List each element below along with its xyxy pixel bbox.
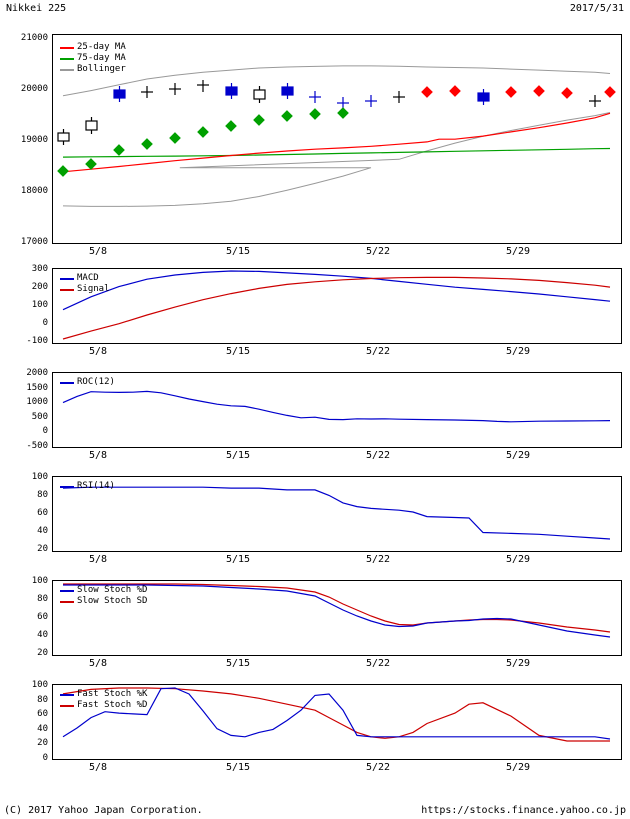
rsi-ytick-80: 80 xyxy=(37,490,48,500)
marker-diamond xyxy=(422,87,432,97)
bollinger-upper-line xyxy=(63,66,610,96)
slow-ytick-80: 80 xyxy=(37,594,48,604)
marker-diamond-green xyxy=(198,127,208,137)
macd-panel xyxy=(0,262,630,360)
page-date: 2017/5/31 xyxy=(569,3,624,14)
macd-ytick-200: 200 xyxy=(31,282,48,292)
rsi-plot xyxy=(52,476,622,552)
marker-diamond-green xyxy=(114,145,124,155)
marker-diamond-green xyxy=(338,108,348,118)
bollinger-lower-line xyxy=(63,113,610,207)
marker-diamond-green xyxy=(170,133,180,143)
price-xtick-1: 5/15 xyxy=(225,246,251,257)
legend-swatch-signal xyxy=(60,289,74,291)
marker-blue-square xyxy=(478,93,489,101)
rsi-xtick-1: 5/15 xyxy=(225,554,251,565)
macd-ytick-300: 300 xyxy=(31,264,48,274)
rsi-xtick-3: 5/29 xyxy=(505,554,531,565)
legend-swatch-ma25 xyxy=(60,47,74,49)
roc-ytick-0: 0 xyxy=(42,426,48,436)
legend-swatch-macd xyxy=(60,278,74,280)
marker-diamond-green xyxy=(142,139,152,149)
price-panel xyxy=(0,16,630,256)
roc-ytick-2000: 2000 xyxy=(26,368,48,378)
marker-candle-open xyxy=(254,90,265,99)
price-xtick-2: 5/22 xyxy=(365,246,391,257)
fast-xtick-2: 5/22 xyxy=(365,762,391,773)
fast-ytick-0: 0 xyxy=(42,753,48,763)
roc-line xyxy=(63,391,610,421)
fast-ytick-80: 80 xyxy=(37,695,48,705)
slow-ytick-40: 40 xyxy=(37,630,48,640)
legend-swatch-ma75 xyxy=(60,58,74,60)
marker-diamond-green xyxy=(58,166,68,176)
roc-plot xyxy=(52,372,622,448)
legend-swatch-roc xyxy=(60,382,74,384)
price-xtick-3: 5/29 xyxy=(505,246,531,257)
macd-ytick-100: 100 xyxy=(31,300,48,310)
rsi-ytick-40: 40 xyxy=(37,526,48,536)
marker-blue-square xyxy=(226,87,237,95)
roc-ytick-500: 500 xyxy=(31,412,48,422)
fast-ytick-60: 60 xyxy=(37,709,48,719)
roc-ytick--500: -500 xyxy=(26,441,48,451)
legend-item-macd: MACD xyxy=(60,273,110,284)
slow-stoch-legend xyxy=(60,585,147,607)
slow-xtick-1: 5/15 xyxy=(225,658,251,669)
marker-candle-open xyxy=(58,133,69,141)
marker-diamond xyxy=(605,87,615,97)
fast-ytick-40: 40 xyxy=(37,724,48,734)
fast-xtick-3: 5/29 xyxy=(505,762,531,773)
marker-diamond xyxy=(506,87,516,97)
slow-xtick-2: 5/22 xyxy=(365,658,391,669)
rsi-panel xyxy=(0,470,630,568)
marker-diamond xyxy=(534,86,544,96)
slow-stoch-panel xyxy=(0,574,630,672)
signal-line xyxy=(63,277,610,339)
legend-item-fast-pd: Fast Stoch %D xyxy=(60,700,147,711)
marker-blue-square xyxy=(114,90,125,98)
roc-xtick-3: 5/29 xyxy=(505,450,531,461)
marker-diamond-green xyxy=(86,159,96,169)
rsi-ytick-60: 60 xyxy=(37,508,48,518)
ma75-line xyxy=(63,149,610,158)
rsi-xtick-0: 5/8 xyxy=(88,554,108,565)
rsi-line xyxy=(63,487,610,539)
fast-ytick-100: 100 xyxy=(31,680,48,690)
price-xtick-0: 5/8 xyxy=(88,246,108,257)
price-ytick-20000: 20000 xyxy=(20,84,48,94)
macd-ytick-0: 0 xyxy=(42,318,48,328)
roc-ytick-1000: 1000 xyxy=(26,397,48,407)
fast-xtick-1: 5/15 xyxy=(225,762,251,773)
marker-diamond xyxy=(562,88,572,98)
fast-stoch-panel xyxy=(0,678,630,790)
macd-ytick--100: -100 xyxy=(26,336,48,346)
marker-candle-open xyxy=(86,121,97,130)
legend-item-slow-sd: Slow Stoch SD xyxy=(60,596,147,607)
fast-stoch-legend xyxy=(60,689,147,711)
rsi-legend xyxy=(60,481,115,492)
rsi-ytick-100: 100 xyxy=(31,472,48,482)
legend-swatch-fast-pk xyxy=(60,694,74,696)
roc-legend xyxy=(60,377,115,388)
copyright-text: (C) 2017 Yahoo Japan Corporation. xyxy=(4,805,203,816)
price-legend xyxy=(60,42,126,75)
legend-item-fast-pk: Fast Stoch %K xyxy=(60,689,147,700)
roc-ytick-1500: 1500 xyxy=(26,383,48,393)
macd-xtick-0: 5/8 xyxy=(88,346,108,357)
slow-ytick-100: 100 xyxy=(31,576,48,586)
roc-xtick-0: 5/8 xyxy=(88,450,108,461)
macd-plot xyxy=(52,268,622,344)
legend-item-ma25: 25-day MA xyxy=(60,42,126,53)
macd-xtick-1: 5/15 xyxy=(225,346,251,357)
fast-ytick-20: 20 xyxy=(37,738,48,748)
macd-line xyxy=(63,271,610,310)
macd-xtick-3: 5/29 xyxy=(505,346,531,357)
legend-item-rsi: RSI(14) xyxy=(60,481,115,492)
legend-swatch-slow-pd xyxy=(60,590,74,592)
marker-diamond-green xyxy=(226,121,236,131)
legend-item-signal: Signal xyxy=(60,284,110,295)
rsi-xtick-2: 5/22 xyxy=(365,554,391,565)
price-ytick-19000: 19000 xyxy=(20,135,48,145)
legend-item-roc: ROC(12) xyxy=(60,377,115,388)
marker-diamond xyxy=(450,86,460,96)
legend-item-ma75: 75-day MA xyxy=(60,53,126,64)
slow-xtick-0: 5/8 xyxy=(88,658,108,669)
legend-item-slow-pd: Slow Stoch %D xyxy=(60,585,147,596)
macd-legend xyxy=(60,273,110,295)
legend-item-bollinger: Bollinger xyxy=(60,64,126,75)
slow-ytick-20: 20 xyxy=(37,648,48,658)
slow-xtick-3: 5/29 xyxy=(505,658,531,669)
price-ytick-17000: 17000 xyxy=(20,237,48,247)
legend-swatch-slow-sd xyxy=(60,601,74,603)
rsi-ytick-20: 20 xyxy=(37,544,48,554)
price-ytick-18000: 18000 xyxy=(20,186,48,196)
roc-xtick-2: 5/22 xyxy=(365,450,391,461)
price-plot xyxy=(52,34,622,244)
macd-xtick-2: 5/22 xyxy=(365,346,391,357)
price-ytick-21000: 21000 xyxy=(20,33,48,43)
roc-panel xyxy=(0,366,630,464)
marker-diamond-green xyxy=(310,109,320,119)
legend-swatch-bollinger xyxy=(60,69,74,71)
marker-diamond-green xyxy=(254,115,264,125)
source-url: https://stocks.finance.yahoo.co.jp xyxy=(421,805,626,816)
legend-swatch-rsi xyxy=(60,486,74,488)
page-title: Nikkei 225 xyxy=(6,3,67,14)
slow-ytick-60: 60 xyxy=(37,612,48,622)
fast-xtick-0: 5/8 xyxy=(88,762,108,773)
marker-blue-square xyxy=(282,87,293,95)
marker-diamond-green xyxy=(282,111,292,121)
legend-swatch-fast-pd xyxy=(60,705,74,707)
roc-xtick-1: 5/15 xyxy=(225,450,251,461)
